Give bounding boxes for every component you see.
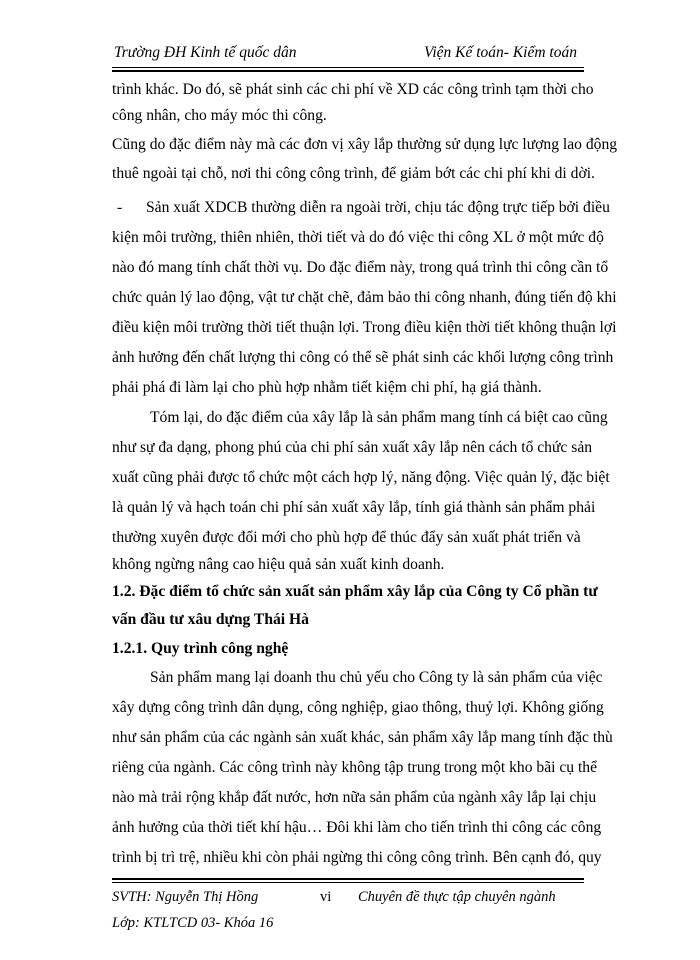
text-line: kiện môi trường, thiên nhiên, thời tiết và do đó việc thi công XL ở một mức độ <box>112 229 604 246</box>
text-line: nào đó mang tính chất thời vụ. Do đặc điểm này, trong quá trình thi công cần tổ <box>112 259 609 276</box>
text-line: Tóm lại, do đặc điểm của xây lắp là sản phẩm mang tính cá biệt cao cũng <box>150 409 608 426</box>
text-line: công nhân, cho máy móc thi công. <box>112 107 327 124</box>
text-line: như sự đa dạng, phong phú của chi phí sản xuất xây lắp nên cách tổ chức sản <box>112 439 593 456</box>
text-line: trình bị trì trệ, nhiều khi còn phải ngừng thi công công trình. Bên cạnh đó, quy <box>112 849 602 866</box>
page-header <box>112 40 582 66</box>
header-institute: Viện Kế toán- Kiểm toán <box>424 44 577 61</box>
text-line: điều kiện môi trường thời tiết thuận lợi. Trong điều kiện thời tiết không thuận lợi <box>112 319 617 336</box>
text-line: ảnh hưởng đến chất lượng thi công có thể sẽ phát sinh các khối lượng công trình <box>112 349 614 366</box>
subsection-heading: 1.2.1. Quy trình công nghệ <box>112 640 289 657</box>
text-line: trình khác. Do đó, sẽ phát sinh các chi phí về XD các công trình tạm thời cho <box>112 81 594 98</box>
footer-rule-thin <box>112 882 584 883</box>
footer-author: SVTH: Nguyễn Thị Hồng <box>112 889 259 905</box>
text-line: Sản xuất XDCB thường diễn ra ngoài trời, chịu tác động trực tiếp bởi điều <box>146 199 610 216</box>
text-line: nào mà trải rộng khắp đất nước, hơn nữa sản phẩm của ngành xây lắp lại chịu <box>112 789 597 806</box>
text-line: phải phá đi làm lại cho phù hợp nhằm tiết kiệm chi phí, hạ giá thành. <box>112 379 542 396</box>
text-line: chức quản lý lao động, vật tư chặt chẽ, đảm bảo thi công nhanh, đúng tiến độ khi <box>112 289 617 306</box>
text-line: là quản lý và hạch toán chi phí sản xuất xây lắp, tính giá thành sản phẩm phải <box>112 499 596 516</box>
text-line: không ngừng nâng cao hiệu quả sản xuất kinh doanh. <box>112 556 445 573</box>
text-line: ảnh hưởng của thời tiết khí hậu… Đôi khi làm cho tiến trình thi công các công <box>112 819 602 836</box>
text-line: Cũng do đặc điểm này mà các đơn vị xây lắp thường sử dụng lực lượng lao động <box>112 136 618 153</box>
header-rule-thick <box>112 70 584 72</box>
header-rule-thin <box>112 67 584 68</box>
text-line: thuê ngoài tại chỗ, nơi thi công công trình, để giảm bớt các chi phí khi di dời. <box>112 165 595 182</box>
bullet-dash: - <box>117 199 123 216</box>
text-line: như sản phẩm của các ngành sản xuất khác, sản phẩm xây lắp mang tính đặc thù <box>112 729 613 746</box>
footer-rule-thick <box>112 878 584 880</box>
text-line: Sản phẩm mang lại doanh thu chủ yếu cho Công ty là sản phẩm của việc <box>150 669 603 686</box>
text-line: riêng của ngành. Các công trình này không tập trung trong một kho bãi cụ thể <box>112 759 598 776</box>
page-number: vi <box>320 889 332 905</box>
text-line: xuất cũng phải được tổ chức một cách hợp lý, năng động. Việc quản lý, đặc biệt <box>112 469 610 486</box>
section-heading: vấn đầu tư xâu dựng Thái Hà <box>112 611 309 628</box>
text-line: xây dựng công trình dân dụng, công nghiệp, giao thông, thuỷ lợi. Không giống <box>112 699 604 716</box>
text-line: thường xuyên được đổi mới cho phù hợp để thúc đẩy sản xuất phát triển và <box>112 529 581 546</box>
footer-class: Lớp: KTLTCD 03- Khóa 16 <box>112 915 274 931</box>
section-heading: 1.2. Đặc điểm tổ chức sản xuất sản phẩm xây lắp của Công ty Cổ phần tư <box>112 583 598 600</box>
header-university: Trường ĐH Kinh tế quốc dân <box>114 44 297 61</box>
footer-doc-title: Chuyên đề thực tập chuyên ngành <box>358 889 556 905</box>
